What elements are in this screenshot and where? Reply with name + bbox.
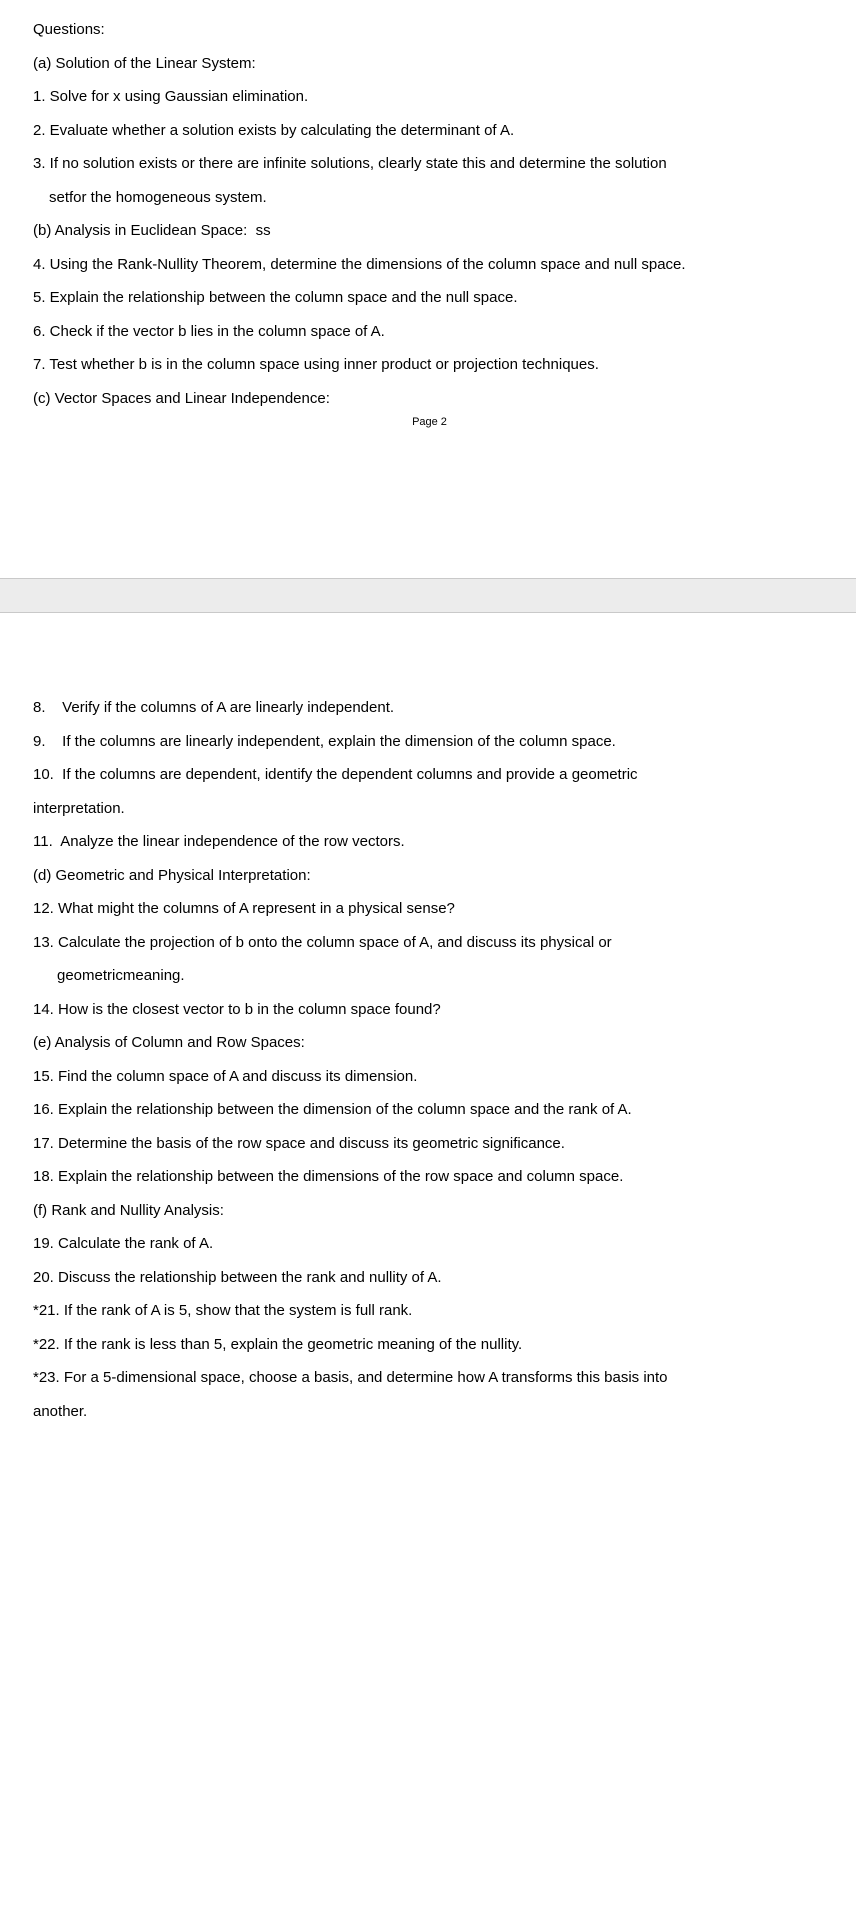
question-line: 4. Using the Rank-Nullity Theorem, determine the dimensions of the column space and null space. [33, 255, 686, 273]
question-line: 14. How is the closest vector to b in the column space found? [33, 1000, 441, 1018]
question-line: 1. Solve for x using Gaussian elimination. [33, 88, 309, 105]
continuation-line: geometricmeaning. [57, 967, 185, 984]
question-line: 6. Check if the vector b lies in the column space of A. [33, 322, 385, 340]
question-line: *21. If the rank of A is 5, show that the system is full rank. [33, 1302, 413, 1319]
question-line: 18. Explain the relationship between the dimensions of the row space and column space. [33, 1168, 624, 1185]
question-line: 16. Explain the relationship between the dimension of the column space and the rank of A. [33, 1101, 632, 1118]
question-line: 19. Calculate the rank of A. [33, 1235, 214, 1252]
section-heading-b: (b) Analysis in Euclidean Space: ss [33, 222, 271, 239]
section-heading-c: (c) Vector Spaces and Linear Independence: [33, 389, 330, 407]
question-line: 10. If the columns are dependent, identify the dependent columns and provide a geometric [33, 766, 638, 783]
question-line: 11. Analyze the linear independence of the row vectors. [33, 833, 405, 850]
section-heading-e: (e) Analysis of Column and Row Spaces: [33, 1034, 305, 1051]
question-line: 3. If no solution exists or there are infinite solutions, clearly state this and determine the solution [33, 155, 667, 172]
question-line: 13. Calculate the projection of b onto the column space of A, and discuss its physical or [33, 933, 612, 951]
continuation-line: another. [33, 1402, 88, 1420]
page-number-footer: Page 2 [412, 416, 447, 428]
section-heading-d: (d) Geometric and Physical Interpretation: [33, 866, 311, 884]
question-line: 9. If the columns are linearly independent, explain the dimension of the column space. [33, 732, 616, 750]
page-gap [0, 579, 856, 612]
question-line: *22. If the rank is less than 5, explain the geometric meaning of the nullity. [33, 1335, 523, 1353]
document-page-2 [0, 0, 856, 579]
document-page-3 [0, 612, 856, 1920]
question-line: 2. Evaluate whether a solution exists by calculating the determinant of A. [33, 121, 515, 139]
question-line: 15. Find the column space of A and discuss its dimension. [33, 1067, 418, 1085]
section-heading-f: (f) Rank and Nullity Analysis: [33, 1201, 224, 1219]
question-line: 12. What might the columns of A represent in a physical sense? [33, 900, 455, 917]
question-line: 17. Determine the basis of the row space and discuss its geometric significance. [33, 1134, 565, 1152]
questions-title: Questions: [33, 21, 105, 38]
question-line: 7. Test whether b is in the column space using inner product or projection techniques. [33, 356, 599, 373]
question-line: 8. Verify if the columns of A are linearly independent. [33, 699, 395, 716]
continuation-line: setfor the homogeneous system. [49, 188, 267, 206]
question-line: 20. Discuss the relationship between the rank and nullity of A. [33, 1268, 442, 1286]
continuation-line: interpretation. [33, 799, 125, 817]
question-line: 5. Explain the relationship between the column space and the null space. [33, 289, 518, 306]
section-heading-a: (a) Solution of the Linear System: [33, 54, 256, 72]
question-line: *23. For a 5-dimensional space, choose a basis, and determine how A transforms this basis into [33, 1369, 668, 1386]
